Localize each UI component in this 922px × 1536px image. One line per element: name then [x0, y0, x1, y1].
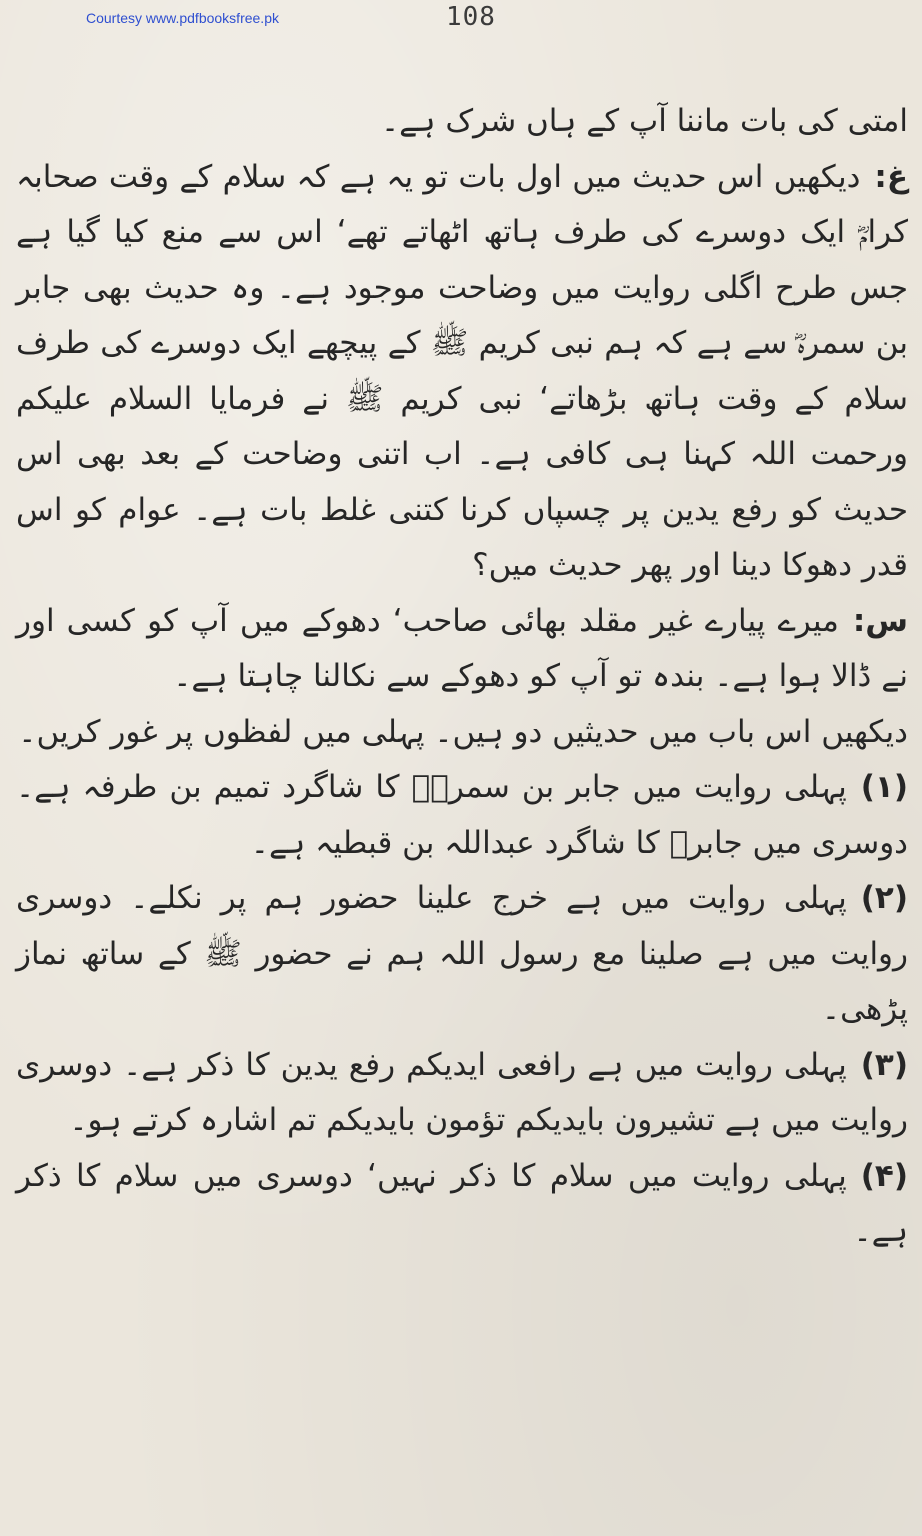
list-number: (۳)	[860, 1046, 908, 1083]
speaker-marker-ghain: غ:	[874, 158, 908, 195]
page-body	[16, 94, 908, 1260]
list-number: (۴)	[860, 1157, 908, 1194]
paragraph-answer-seen	[16, 594, 908, 705]
speaker-marker-seen: س:	[852, 602, 908, 639]
paragraph-text: میرے پیارے غیر مقلد بھائی صاحب‘ دھوکے میں آپ کو کسی اور نے ڈالا ہوا ہے۔ بندہ تو آپ کو دھوکے سے نکالنا چاہتا ہے۔	[16, 602, 908, 694]
paragraph-answer-ghain	[16, 150, 908, 594]
paragraph-text: پہلی روایت میں سلام کا ذکر نہیں‘ دوسری میں سلام کا ذکر ہے۔	[16, 1157, 908, 1249]
paragraph-text: پہلی روایت میں جابر بن سمرہؓ کا شاگرد تمیم بن طرفہ ہے۔ دوسری میں جابرؓ کا شاگرد عبداللہ بن قبطیہ ہے۔	[16, 769, 908, 861]
list-item-2	[16, 871, 908, 1038]
paragraph-text: پہلی روایت میں ہے رافعی ایدیکم رفع یدین کا ذکر ہے۔ دوسری روایت میں ہے تشیرون بایدیکم تؤمون بایدیکم تم اشارہ کرتے ہو۔	[16, 1046, 908, 1138]
paragraph-opening	[16, 94, 908, 150]
page-number: 108	[446, 2, 496, 32]
paragraph-text: دیکھیں اس باب میں حدیثیں دو ہیں۔ پہلی میں لفظوں پر غور کریں۔	[18, 713, 908, 750]
list-number: (۲)	[860, 880, 908, 916]
paragraph-text: دیکھیں اس حدیث میں اول بات تو یہ ہے کہ سلام کے وقت صحابہ کرامؓ ایک دوسرے کی طرف ہاتھ اٹھاتے تھے‘ اس سے منع کیا گیا ہے جس طرح اگلی روایت میں وضاحت موجود ہے۔ وہ حدیث بھی جابر بن سمرہؓ سے ہے کہ ہم نبی کریم ﷺ کے پیچھے ایک دوسرے کی طرف سلام کے وقت ہاتھ بڑھاتے‘ نبی کریم ﷺ نے فرمایا السلام علیکم ورحمت اللہ کہنا ہی کافی ہے۔ اب اتنی وضاحت کے بعد بھی اس حدیث کو رفع یدین پر چسپاں کرنا کتنی غلط بات ہے۔ عوام کو اس قدر دھوکا دینا اور پھر حدیث میں؟	[16, 158, 908, 583]
courtesy-link[interactable]: Courtesy www.pdfbooksfree.pk	[86, 10, 279, 26]
paragraph-intro	[16, 705, 908, 761]
list-item-4	[16, 1149, 908, 1260]
paragraph-text: امتی کی بات ماننا آپ کے ہاں شرک ہے۔	[381, 103, 908, 139]
paragraph-text: پہلی روایت میں ہے خرج علینا حضور ہم پر نکلے۔ دوسری روایت میں ہے صلینا مع رسول اللہ ہم نے حضور ﷺ کے ساتھ نماز پڑھی۔	[16, 880, 908, 1027]
list-item-1	[16, 760, 908, 871]
list-number: (۱)	[860, 769, 908, 805]
list-item-3	[16, 1038, 908, 1149]
